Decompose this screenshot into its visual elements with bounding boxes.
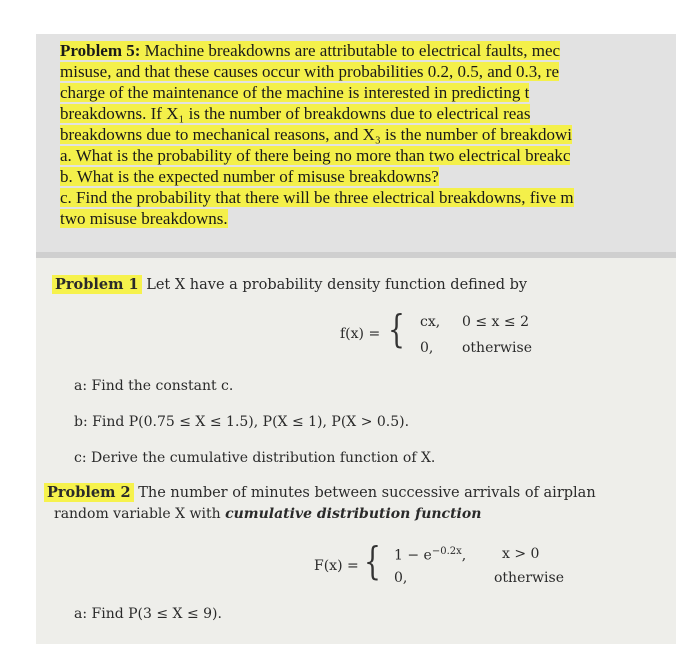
problems-1-2-panel — [36, 258, 676, 644]
cdf-case-1-expr: $1 - e^{-0.2x}$, — [394, 546, 467, 564]
problem-5-part-b: b. What is the expected number of misuse breakdowns? — [60, 167, 439, 186]
cdf-emphasis: cumulative distribution function — [225, 506, 482, 522]
problem-2-part-a: a: Find P(3 ≤ X ≤ 9). — [74, 606, 222, 622]
bottom-margin — [36, 644, 676, 659]
pdf-case-1-expr: cx, — [420, 314, 441, 330]
problem-5-line-4: breakdowns. If X₁ is the number of breakdowns due to electrical reas — [60, 104, 531, 123]
problem-1-part-b: b: Find P(0.75 ≤ X ≤ 1.5), P(X ≤ 1), P(X > 0.5). — [74, 414, 410, 430]
cdf-case-1-cond: x > 0 — [502, 546, 540, 562]
problem-5-line-3: charge of the maintenance of the machine is interested in predicting t — [60, 83, 530, 102]
problem-1-part-c: c: Derive the cumulative distribution function of X. — [74, 450, 436, 466]
problem-5-line-9: two misuse breakdowns. — [60, 209, 228, 228]
problem-2-heading — [44, 484, 596, 501]
problem-1-part-a: a: Find the constant c. — [74, 378, 234, 394]
cdf-case-2-expr: 0, — [394, 570, 408, 586]
problem-2-intro-line-2: random variable X with cumulative distribution function — [54, 506, 482, 522]
problem-2-intro: The number of minutes between successive arrivals of airplan — [138, 485, 596, 501]
problem-1-heading — [52, 276, 527, 293]
problem-1-intro: Let X have a probability density function defined by — [146, 277, 528, 293]
problem-5-part-a: a. What is the probability of there being no more than two electrical breakc — [60, 146, 571, 165]
problem-5-part-c: c. Find the probability that there will be three electrical breakdowns, five m — [60, 188, 574, 207]
cdf-lhs: F(x) = — [314, 558, 359, 574]
problem-5-line-2: misuse, and that these causes occur with probabilities 0.2, 0.5, and 0.3, re — [60, 62, 560, 81]
pdf-lhs: f(x) = — [340, 326, 381, 342]
problem-2-label: Problem 2 — [44, 483, 134, 502]
problem-5-panel — [36, 34, 676, 252]
problem-1-label: Problem 1 — [52, 275, 142, 294]
pdf-brace: { — [388, 307, 405, 351]
pdf-case-2-expr: 0, — [420, 340, 434, 356]
pdf-case-1-cond: 0 ≤ x ≤ 2 — [462, 314, 529, 330]
cdf-brace: { — [364, 539, 381, 583]
problem-5-line-1: Problem 5: Machine breakdowns are attributable to electrical faults, mec — [60, 41, 561, 60]
problem-5-label: Problem 5: — [60, 41, 141, 60]
cdf-exponent: −0.2x — [431, 546, 462, 557]
pdf-case-2-cond: otherwise — [462, 340, 532, 356]
cdf-case-2-cond: otherwise — [494, 570, 564, 586]
problem-5-line-5: breakdowns due to mechanical reasons, and X₃ is the number of breakdowi — [60, 125, 572, 144]
